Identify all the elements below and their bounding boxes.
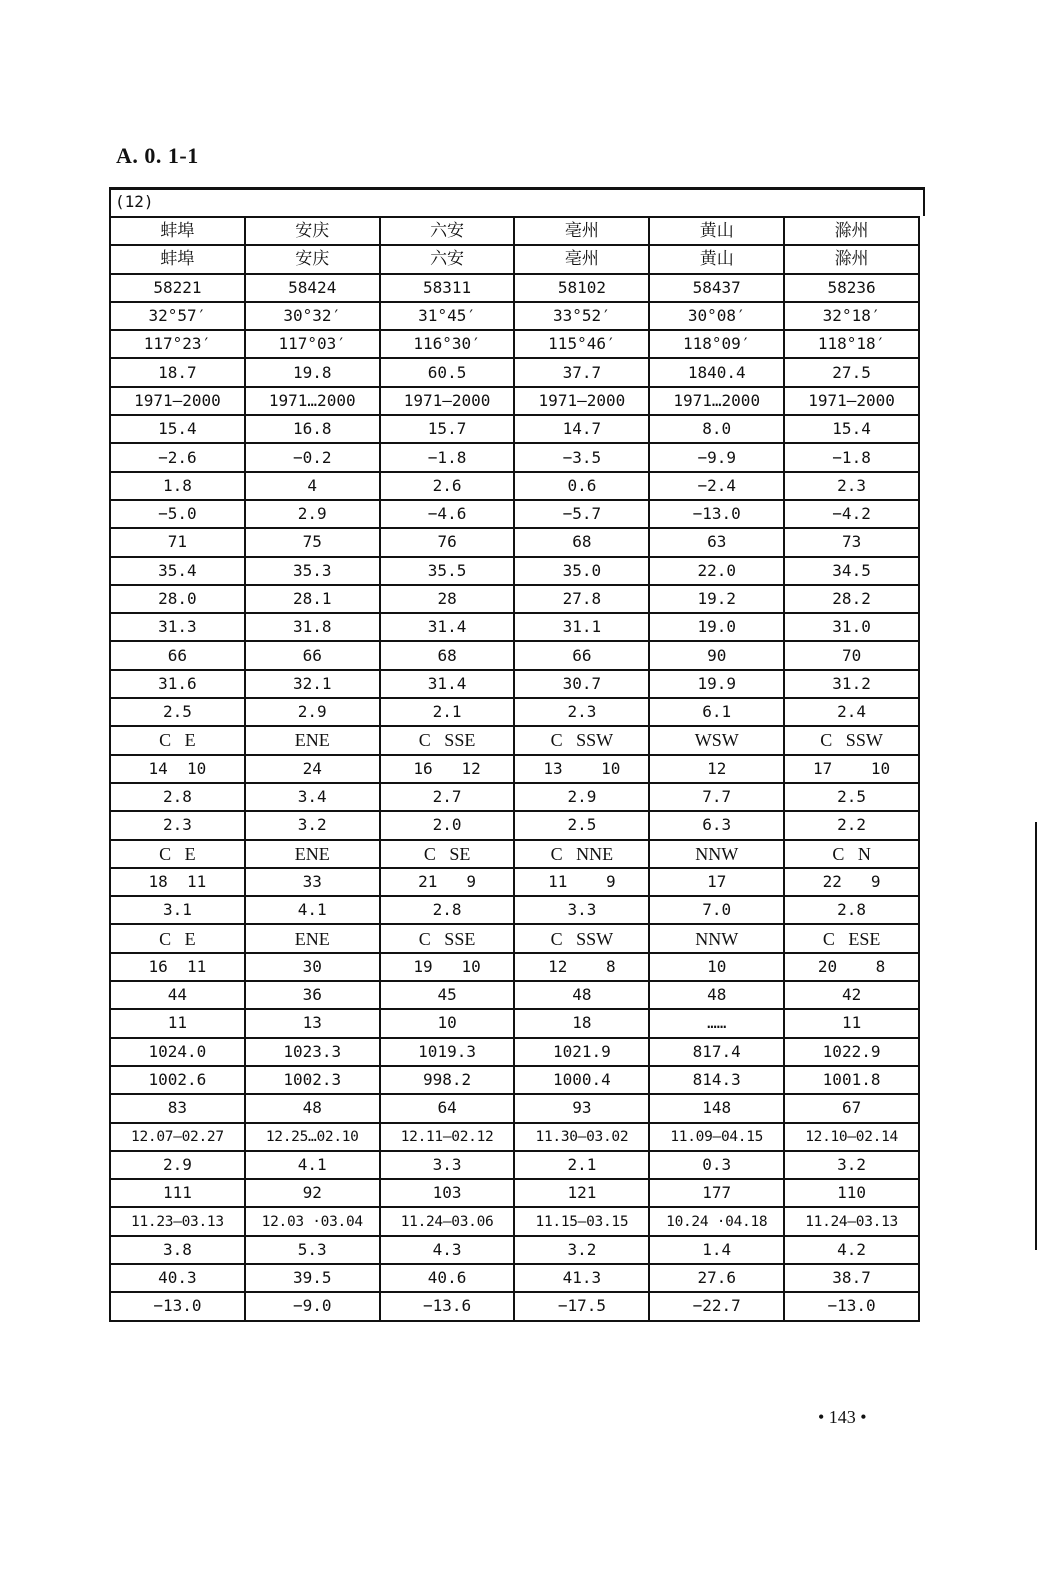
table-cell: 31.2 [784,670,919,698]
table-cell: 2.8 [110,783,245,811]
station-name-cell: 黄山 [649,217,784,245]
table-cell: 1001.8 [784,1066,919,1094]
table-cell: 75 [245,528,380,556]
table-cell: 30°32′ [245,302,380,330]
table-cell: 30°08′ [649,302,784,330]
table-cell: 110 [784,1179,919,1207]
table-row [110,811,919,839]
table-cell: 3.2 [245,811,380,839]
table-cell: 68 [380,641,515,669]
table-cell: 11.30—03.02 [514,1123,649,1151]
table-cell: 11.24—03.06 [380,1207,515,1235]
table-cell: 1971…2000 [649,387,784,415]
table-row [110,557,919,585]
table-cell: 40.6 [380,1264,515,1292]
table-cell: 7.7 [649,783,784,811]
table-cell: −1.8 [380,443,515,471]
table-cell: C NNE [514,840,649,868]
table-cell: 12.11—02.12 [380,1123,515,1151]
table-cell: 11.23—03.13 [110,1207,245,1235]
page-edge-line [1035,822,1037,1250]
table-cell: −13.6 [380,1292,515,1320]
table-cell: 118°18′ [784,330,919,358]
table-cell: 1971—2000 [784,387,919,415]
table-cell: 27.8 [514,585,649,613]
table-row [110,1009,919,1037]
table-cell: 35.0 [514,557,649,585]
table-cell: 11 [784,1009,919,1037]
climate-data-table [109,216,920,1322]
table-cell: 90 [649,641,784,669]
table-cell: 21 9 [380,868,515,896]
table-cell: 31.4 [380,670,515,698]
page-number: • 143 • [818,1407,867,1427]
table-cell: −4.2 [784,500,919,528]
table-cell: NNW [649,840,784,868]
table-cell: 58311 [380,274,515,302]
table-cell: 1019.3 [380,1038,515,1066]
table-cell: 20 8 [784,953,919,981]
table-body [110,217,919,1321]
table-cell: C SSW [514,924,649,952]
table-cell: 35.3 [245,557,380,585]
table-row [110,924,919,952]
climate-data-table-container [109,187,925,1322]
station-name-cell: 黄山 [649,245,784,273]
table-cell: 177 [649,1179,784,1207]
table-cell: 4.1 [245,896,380,924]
table-cell: 33°52′ [514,302,649,330]
table-cell: 31.1 [514,613,649,641]
table-cell: 1971—2000 [110,387,245,415]
table-cell: C N [784,840,919,868]
table-row [110,953,919,981]
table-cell: 103 [380,1179,515,1207]
table-cell: 117°03′ [245,330,380,358]
table-cell: 31.8 [245,613,380,641]
table-cell: 1971…2000 [245,387,380,415]
table-cell: 19.9 [649,670,784,698]
table-cell: 1840.4 [649,358,784,386]
station-name-cell: 亳州 [514,217,649,245]
table-cell: 31.0 [784,613,919,641]
table-cell: 817.4 [649,1038,784,1066]
table-cell: 18.7 [110,358,245,386]
table-row [110,1066,919,1094]
table-cell: −17.5 [514,1292,649,1320]
table-cell: 4 [245,472,380,500]
table-row [110,840,919,868]
table-row [110,387,919,415]
table-cell: 92 [245,1179,380,1207]
table-cell: 2.5 [514,811,649,839]
table-cell: 48 [514,981,649,1009]
table-cell: 6.1 [649,698,784,726]
table-cell: 58437 [649,274,784,302]
table-cell: 35.5 [380,557,515,585]
table-cell: 1002.3 [245,1066,380,1094]
table-cell: −5.0 [110,500,245,528]
table-row [110,330,919,358]
table-cell: 76 [380,528,515,556]
table-cell: 12.25…02.10 [245,1123,380,1151]
table-cell: 4.2 [784,1236,919,1264]
table-cell: 16.8 [245,415,380,443]
table-row [110,981,919,1009]
table-cell: 28.0 [110,585,245,613]
table-cell: 4.1 [245,1151,380,1179]
table-cell: 31.3 [110,613,245,641]
table-cell: 58236 [784,274,919,302]
table-row [110,670,919,698]
table-cell: 2.1 [514,1151,649,1179]
table-cell: 8.0 [649,415,784,443]
table-cell: 45 [380,981,515,1009]
table-cell: 2.9 [110,1151,245,1179]
table-cell: 66 [245,641,380,669]
table-cell: −4.6 [380,500,515,528]
table-row [110,641,919,669]
table-cell: 111 [110,1179,245,1207]
table-cell: 998.2 [380,1066,515,1094]
table-cell: 32°57′ [110,302,245,330]
table-cell: 12.10—02.14 [784,1123,919,1151]
table-cell: 30.7 [514,670,649,698]
table-cell: 31°45′ [380,302,515,330]
table-cell: 24 [245,755,380,783]
table-row [110,726,919,754]
table-cell: 36 [245,981,380,1009]
table-cell: 11 9 [514,868,649,896]
table-cell: 16 12 [380,755,515,783]
table-cell: …… [649,1009,784,1037]
table-cell: 10.24 ·04.18 [649,1207,784,1235]
table-cell: 41.3 [514,1264,649,1292]
table-cell: 1000.4 [514,1066,649,1094]
table-cell: 2.3 [110,811,245,839]
table-cell: 27.6 [649,1264,784,1292]
table-cell: 14.7 [514,415,649,443]
table-cell: 48 [245,1094,380,1122]
table-cell: C SSW [514,726,649,754]
table-caption: (12) [115,192,154,211]
table-cell: 12 8 [514,953,649,981]
table-cell: 115°46′ [514,330,649,358]
table-cell: 44 [110,981,245,1009]
table-cell: 32.1 [245,670,380,698]
table-cell: C SSE [380,726,515,754]
table-cell: 2.9 [245,698,380,726]
table-cell: 3.1 [110,896,245,924]
table-row [110,443,919,471]
table-cell: 0.6 [514,472,649,500]
station-name-cell: 六安 [380,245,515,273]
table-cell: 13 10 [514,755,649,783]
table-cell: 116°30′ [380,330,515,358]
table-cell: 73 [784,528,919,556]
table-cell: 1971—2000 [514,387,649,415]
table-cell: 12.07—02.27 [110,1123,245,1151]
table-cell: 11.24—03.13 [784,1207,919,1235]
table-cell: 16 11 [110,953,245,981]
table-cell: 814.3 [649,1066,784,1094]
table-cell: 28.2 [784,585,919,613]
table-caption-row [109,190,925,216]
table-cell: 28.1 [245,585,380,613]
table-row [110,868,919,896]
table-cell: 5.3 [245,1236,380,1264]
table-cell: 3.3 [380,1151,515,1179]
table-cell: 64 [380,1094,515,1122]
station-name-cell: 滁州 [784,217,919,245]
table-cell: C SSE [380,924,515,952]
table-row [110,415,919,443]
table-cell: 1.8 [110,472,245,500]
table-cell: 39.5 [245,1264,380,1292]
table-cell: −22.7 [649,1292,784,1320]
table-cell: 11 [110,1009,245,1037]
table-row [110,1236,919,1264]
table-cell: 22.0 [649,557,784,585]
table-cell: −9.0 [245,1292,380,1320]
table-cell: 1024.0 [110,1038,245,1066]
table-row [110,500,919,528]
table-row [110,613,919,641]
table-cell: C SSW [784,726,919,754]
table-cell: 12.03 ·03.04 [245,1207,380,1235]
table-cell: 17 [649,868,784,896]
table-cell: 3.2 [514,1236,649,1264]
table-cell: 83 [110,1094,245,1122]
table-cell: C ESE [784,924,919,952]
table-cell: 2.8 [784,896,919,924]
section-heading: A. 0. 1-1 [116,143,199,168]
station-name-cell: 六安 [380,217,515,245]
table-cell: 15.7 [380,415,515,443]
table-cell: 19.0 [649,613,784,641]
table-cell: −9.9 [649,443,784,471]
table-cell: 27.5 [784,358,919,386]
table-row [110,274,919,302]
table-header-row [110,217,919,245]
table-row [110,528,919,556]
table-cell: 42 [784,981,919,1009]
station-name-cell: 安庆 [245,217,380,245]
table-cell: 1971—2000 [380,387,515,415]
table-cell: 15.4 [784,415,919,443]
table-cell: −13.0 [649,500,784,528]
table-cell: ENE [245,924,380,952]
table-cell: WSW [649,726,784,754]
table-cell: 2.2 [784,811,919,839]
table-row [110,783,919,811]
table-cell: 19.8 [245,358,380,386]
table-cell: 1021.9 [514,1038,649,1066]
table-row [110,1151,919,1179]
table-cell: 2.3 [784,472,919,500]
table-cell: 6.3 [649,811,784,839]
table-row [110,1094,919,1122]
table-cell: C E [110,924,245,952]
table-cell: 37.7 [514,358,649,386]
station-name-cell: 蚌埠 [110,245,245,273]
table-cell: −13.0 [784,1292,919,1320]
table-cell: 58221 [110,274,245,302]
table-cell: 31.6 [110,670,245,698]
table-cell: −2.6 [110,443,245,471]
table-cell: C E [110,840,245,868]
table-cell: 30 [245,953,380,981]
table-cell: 48 [649,981,784,1009]
table-cell: 121 [514,1179,649,1207]
table-cell: 34.5 [784,557,919,585]
table-cell: −1.8 [784,443,919,471]
table-cell: 22 9 [784,868,919,896]
table-cell: 2.8 [380,896,515,924]
table-row [110,1038,919,1066]
table-cell: 70 [784,641,919,669]
table-cell: −13.0 [110,1292,245,1320]
table-row [110,1179,919,1207]
table-row [110,302,919,330]
station-name-cell: 滁州 [784,245,919,273]
table-row [110,358,919,386]
table-cell: 33 [245,868,380,896]
table-cell: 1023.3 [245,1038,380,1066]
table-cell: 63 [649,528,784,556]
table-cell: 11.15—03.15 [514,1207,649,1235]
table-cell: 60.5 [380,358,515,386]
table-cell: 118°09′ [649,330,784,358]
station-name-cell: 亳州 [514,245,649,273]
table-cell: 10 [649,953,784,981]
table-cell: 11.09—04.15 [649,1123,784,1151]
table-row [110,1123,919,1151]
table-cell: 93 [514,1094,649,1122]
table-cell: 3.4 [245,783,380,811]
table-cell: NNW [649,924,784,952]
table-cell: ENE [245,840,380,868]
table-row [110,896,919,924]
table-cell: 2.0 [380,811,515,839]
table-cell: −5.7 [514,500,649,528]
table-cell: 19.2 [649,585,784,613]
table-cell: 14 10 [110,755,245,783]
table-cell: 58102 [514,274,649,302]
table-cell: C SE [380,840,515,868]
table-cell: 4.3 [380,1236,515,1264]
table-cell: C E [110,726,245,754]
table-cell: 66 [110,641,245,669]
table-cell: 40.3 [110,1264,245,1292]
table-row [110,585,919,613]
table-cell: 18 [514,1009,649,1037]
table-cell: 67 [784,1094,919,1122]
table-row [110,698,919,726]
table-cell: 2.9 [245,500,380,528]
table-cell: 68 [514,528,649,556]
table-cell: 71 [110,528,245,556]
table-cell: 1022.9 [784,1038,919,1066]
table-cell: 2.5 [784,783,919,811]
table-cell: 35.4 [110,557,245,585]
table-header-row [110,245,919,273]
table-cell: −2.4 [649,472,784,500]
table-cell: 31.4 [380,613,515,641]
table-cell: −0.2 [245,443,380,471]
table-cell: 2.7 [380,783,515,811]
table-cell: 1002.6 [110,1066,245,1094]
table-cell: 2.6 [380,472,515,500]
table-cell: 2.9 [514,783,649,811]
table-cell: 148 [649,1094,784,1122]
table-cell: 0.3 [649,1151,784,1179]
station-name-cell: 蚌埠 [110,217,245,245]
table-cell: 1.4 [649,1236,784,1264]
table-cell: 117°23′ [110,330,245,358]
table-cell: 2.4 [784,698,919,726]
table-cell: ENE [245,726,380,754]
table-row [110,755,919,783]
table-cell: 32°18′ [784,302,919,330]
table-row [110,1292,919,1320]
table-cell: 3.2 [784,1151,919,1179]
table-cell: 66 [514,641,649,669]
table-row [110,1207,919,1235]
table-cell: 3.3 [514,896,649,924]
table-cell: 58424 [245,274,380,302]
table-cell: 13 [245,1009,380,1037]
table-cell: 28 [380,585,515,613]
table-cell: 15.4 [110,415,245,443]
table-cell: 3.8 [110,1236,245,1264]
table-cell: 12 [649,755,784,783]
table-row [110,472,919,500]
table-cell: 18 11 [110,868,245,896]
table-cell: 10 [380,1009,515,1037]
table-cell: −3.5 [514,443,649,471]
table-cell: 38.7 [784,1264,919,1292]
table-cell: 19 10 [380,953,515,981]
table-cell: 2.3 [514,698,649,726]
table-cell: 17 10 [784,755,919,783]
table-cell: 7.0 [649,896,784,924]
table-cell: 2.5 [110,698,245,726]
table-row [110,1264,919,1292]
table-cell: 2.1 [380,698,515,726]
station-name-cell: 安庆 [245,245,380,273]
